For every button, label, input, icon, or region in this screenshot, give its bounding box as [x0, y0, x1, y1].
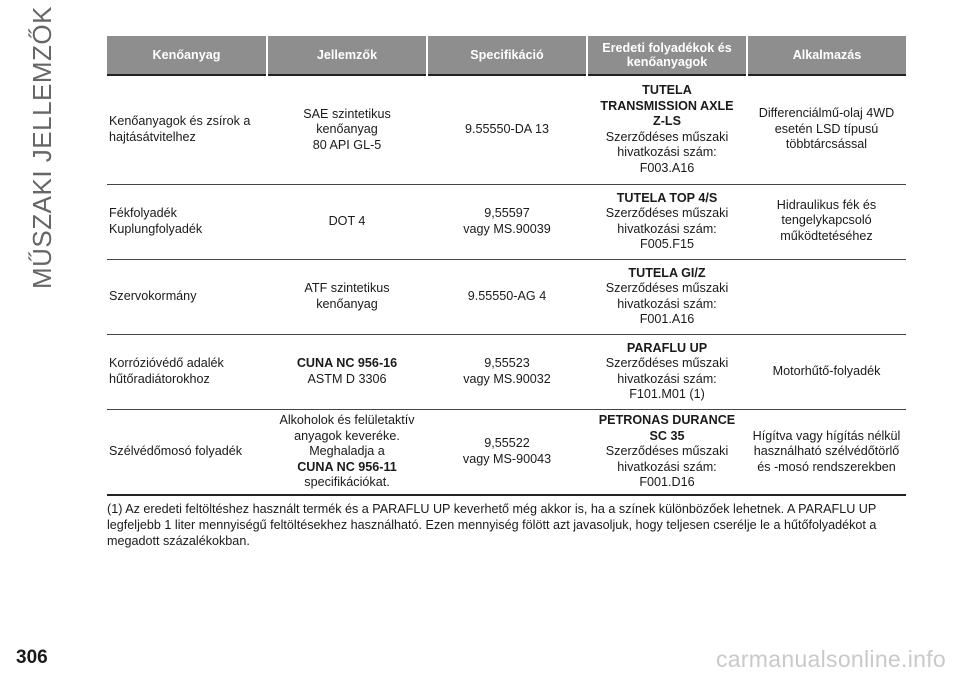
header-lubricant: Kenőanyag: [107, 36, 267, 75]
cell-original-product: TUTELA GI/Z Szerződéses műszaki hivatkozási szám: F001.A16: [605, 265, 729, 326]
cell-lubricant: Korrózióvédő adalék hűtőradiátorokhoz: [109, 356, 224, 386]
cell-original-product: TUTELA TOP 4/S Szerződéses műszaki hivatkozási szám: F005.F15: [605, 190, 729, 251]
table-row: [107, 75, 906, 184]
cell-characteristics: CUNA NC 956-16 ASTM D 3306: [296, 356, 398, 386]
cell-application: Hidraulikus fék és tengelykapcsoló működtetéséhez: [776, 197, 877, 243]
cell-original-product: TUTELA TRANSMISSION AXLE Z-LS Szerződéses műszaki hivatkozási szám: F003.A16: [600, 83, 734, 175]
cell-specification: 9,55522 vagy MS-90043: [462, 436, 552, 466]
table-row: [107, 334, 906, 409]
cell-specification: 9,55523 vagy MS.90032: [463, 356, 551, 386]
section-title: MŰSZAKI JELLEMZŐK: [26, 5, 57, 289]
cell-characteristics: ATF szintetikus kenőanyag: [304, 281, 390, 311]
cell-specification: 9.55550-AG 4: [467, 288, 547, 303]
cell-original-product: PETRONAS DURANCE SC 35 Szerződéses műszaki hivatkozási szám: F001.D16: [598, 413, 736, 489]
cell-lubricant: Szélvédőmosó folyadék: [109, 444, 243, 458]
cell-application: Hígítva vagy hígítás nélkül használható szélvédőtörlő és -mosó rendszerekben: [752, 428, 901, 474]
watermark: carmanualsonline.info: [715, 646, 946, 672]
header-characteristics: Jellemzők: [267, 36, 427, 75]
header-specification: Specifikáció: [427, 36, 587, 75]
cell-application: Differenciálmű-olaj 4WD esetén LSD típusú többtárcsással: [758, 106, 895, 151]
footnote: (1) Az eredeti feltöltéshez használt termék és a PARAFLU UP keverhető még akkor is, ha a színek különbözőek lehetnek. A PARAFLU UP legfeljebb 1 liter mennyiségű feltöltésekhez használható. Ezen mennyiség fölött azt javasoljuk, hogy teljesen cserélje le a hűtőfolyadékot a megadott százalékokban.: [107, 502, 877, 548]
cell-specification: 9.55550-DA 13: [464, 122, 550, 136]
cell-original-product: PARAFLU UP Szerződéses műszaki hivatkozási szám: F101.M01 (1): [605, 340, 729, 401]
lubricants-table: [107, 36, 906, 496]
table-row: [107, 184, 906, 259]
header-original-products: Eredeti folyadékok és kenőanyagok: [587, 36, 747, 75]
cell-lubricant: Fékfolyadék Kuplungfolyadék: [109, 206, 203, 236]
cell-application: [747, 259, 906, 334]
table-row: [107, 259, 906, 334]
cell-lubricant: Szervokormány: [109, 288, 197, 303]
page-number: 306: [16, 647, 48, 668]
cell-characteristics: DOT 4: [328, 213, 366, 228]
cell-specification: 9,55597 vagy MS.90039: [463, 206, 551, 236]
cell-lubricant: Kenőanyagok és zsírok a hajtásátvitelhez: [109, 114, 251, 144]
table-header-row: [107, 36, 906, 75]
header-application: Alkalmazás: [747, 36, 906, 75]
cell-characteristics: SAE szintetikus kenőanyag 80 API GL-5: [303, 106, 391, 152]
cell-characteristics: Alkoholok és felületaktív anyagok keveréke. Meghaladja a CUNA NC 956-11 specifikációkat.: [279, 413, 415, 489]
table-row: [107, 409, 906, 495]
cell-application: Motorhűtő-folyadék: [772, 363, 881, 378]
